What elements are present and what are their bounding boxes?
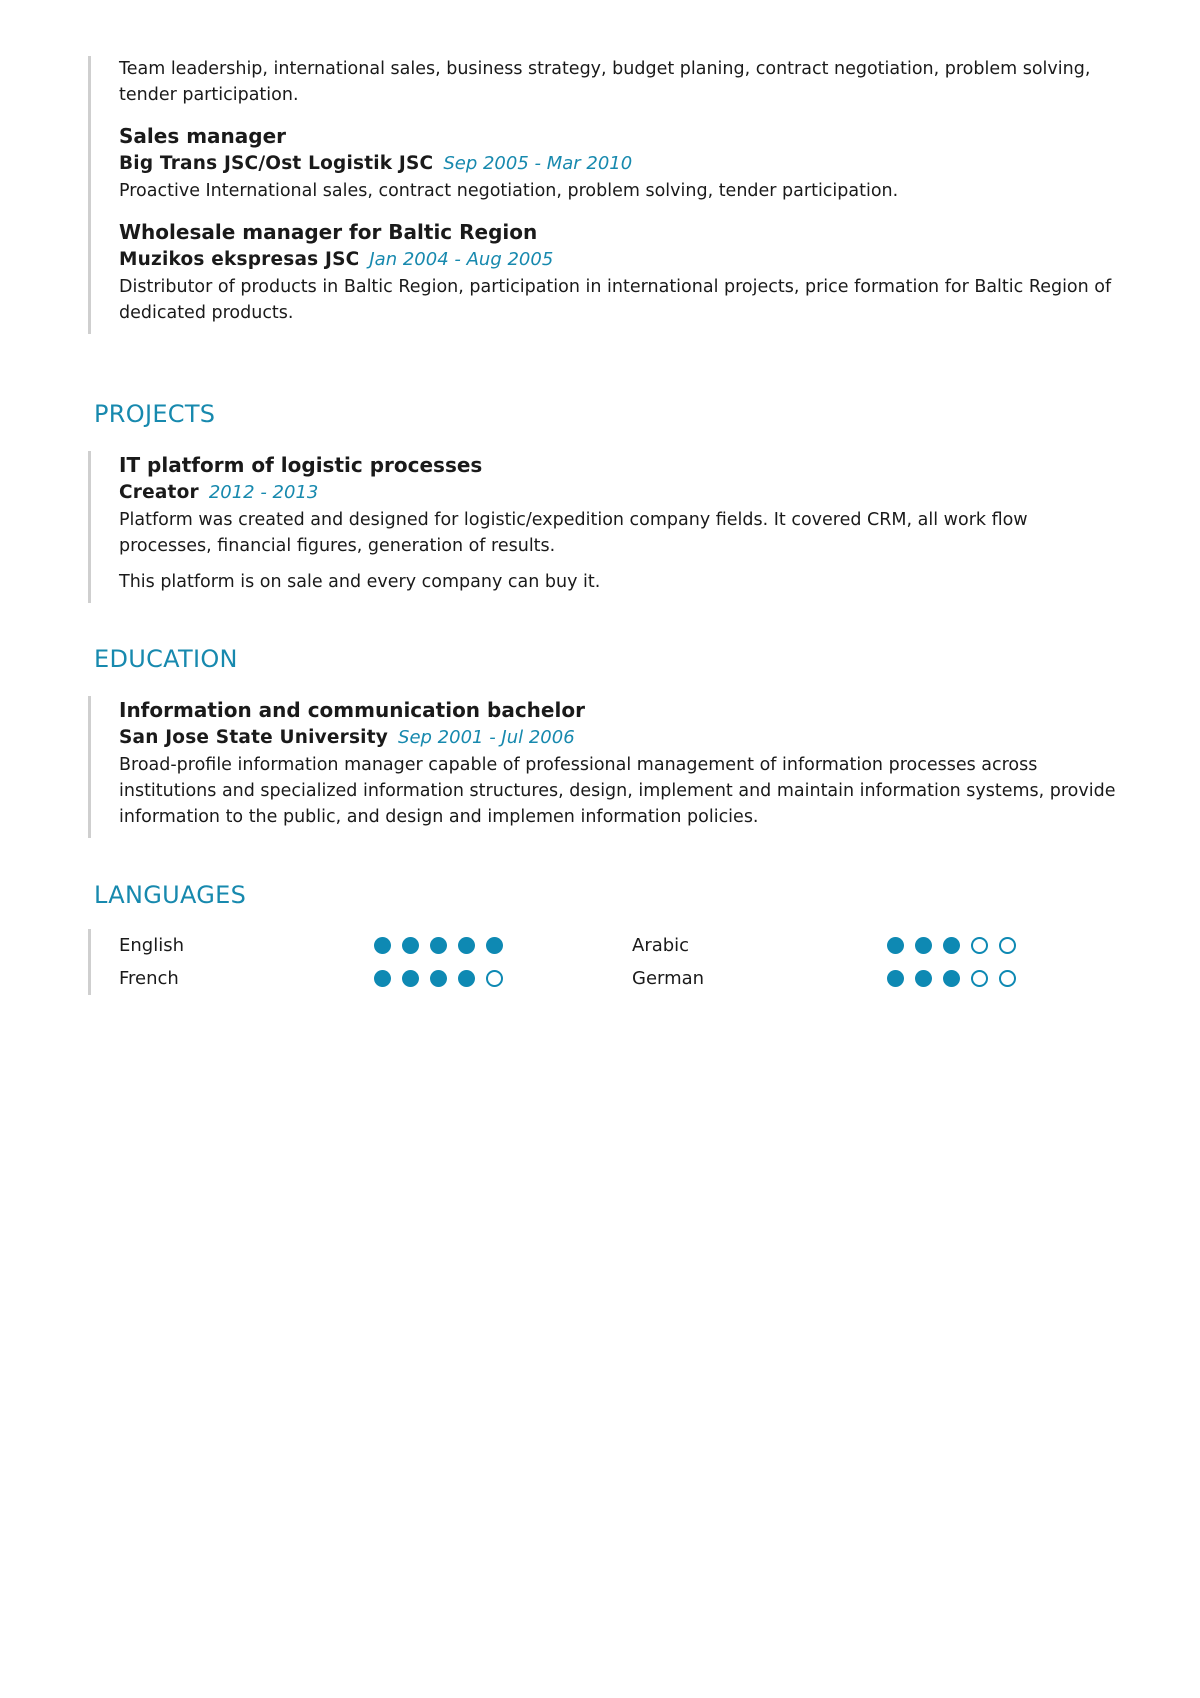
school-name: San Jose State University: [119, 727, 389, 748]
project-description: Platform was created and designed for logistic/expedition company fields. It covered CRM, all work flow processes, financial figures, generation of results.: [119, 510, 1028, 556]
empty-dot-icon: [999, 937, 1016, 954]
job-dates: Sep 2005 - Mar 2010: [443, 153, 633, 174]
project-note: This platform is on sale and every company can buy it.: [119, 572, 601, 592]
language-name: Arabic: [632, 935, 690, 956]
filled-dot-icon: [943, 970, 960, 987]
empty-dot-icon: [999, 970, 1016, 987]
filled-dot-icon: [887, 937, 904, 954]
languages-row: [119, 962, 1159, 995]
languages-heading: LANGUAGES: [94, 881, 247, 909]
filled-dot-icon: [374, 970, 391, 987]
job-company: Big Trans JSC/Ost Logistik JSC: [119, 153, 434, 174]
languages-row: [119, 929, 1159, 962]
filled-dot-icon: [374, 937, 391, 954]
language-name: French: [119, 968, 179, 989]
filled-dot-icon: [458, 970, 475, 987]
empty-dot-icon: [971, 970, 988, 987]
education-description: Broad-profile information manager capable of professional management of information processes across institutions and specialized information structures, design, implement and maintain information systems, provide information to the public, and design and implemen information policies.: [119, 755, 1116, 827]
job-description: Distributor of products in Baltic Region, participation in international projects, price formation for Baltic Region of dedicated products.: [119, 277, 1112, 323]
job-company-line: [119, 150, 1159, 178]
language-name: English: [119, 935, 184, 956]
filled-dot-icon: [915, 937, 932, 954]
education-dates: Sep 2001 - Jul 2006: [398, 727, 575, 748]
language-rating: [887, 970, 1145, 987]
filled-dot-icon: [887, 970, 904, 987]
job-company: Muzikos ekspresas JSC: [119, 249, 360, 270]
filled-dot-icon: [430, 937, 447, 954]
experience-summary: Team leadership, international sales, business strategy, budget planing, contract negotiation, problem solving, tender participation.: [119, 59, 1091, 105]
language-rating: [887, 937, 1145, 954]
projects-section: [88, 451, 1159, 603]
job-dates: Jan 2004 - Aug 2005: [369, 249, 554, 270]
job-company-line: [119, 246, 1159, 274]
experience-continued: [88, 56, 1159, 334]
filled-dot-icon: [486, 937, 503, 954]
empty-dot-icon: [486, 970, 503, 987]
project-role: Creator: [119, 482, 199, 503]
school-line: [119, 724, 1159, 752]
job-description: Proactive International sales, contract negotiation, problem solving, tender participation.: [119, 181, 899, 201]
languages-section: [88, 929, 1159, 995]
projects-heading: PROJECTS: [94, 400, 216, 428]
job-entry: [119, 218, 1159, 334]
education-section: [88, 696, 1159, 838]
language-rating: [374, 970, 632, 987]
job-title: Sales manager: [119, 124, 287, 148]
project-role-line: [119, 479, 1159, 507]
project-title: IT platform of logistic processes: [119, 453, 483, 477]
degree-title: Information and communication bachelor: [119, 698, 585, 722]
filled-dot-icon: [430, 970, 447, 987]
job-entry: [119, 122, 1159, 204]
job-title: Wholesale manager for Baltic Region: [119, 220, 538, 244]
filled-dot-icon: [402, 970, 419, 987]
filled-dot-icon: [943, 937, 960, 954]
education-heading: EDUCATION: [94, 645, 238, 673]
filled-dot-icon: [458, 937, 475, 954]
empty-dot-icon: [971, 937, 988, 954]
project-dates: 2012 - 2013: [208, 482, 319, 503]
language-name: German: [632, 968, 705, 989]
filled-dot-icon: [402, 937, 419, 954]
filled-dot-icon: [915, 970, 932, 987]
language-rating: [374, 937, 632, 954]
